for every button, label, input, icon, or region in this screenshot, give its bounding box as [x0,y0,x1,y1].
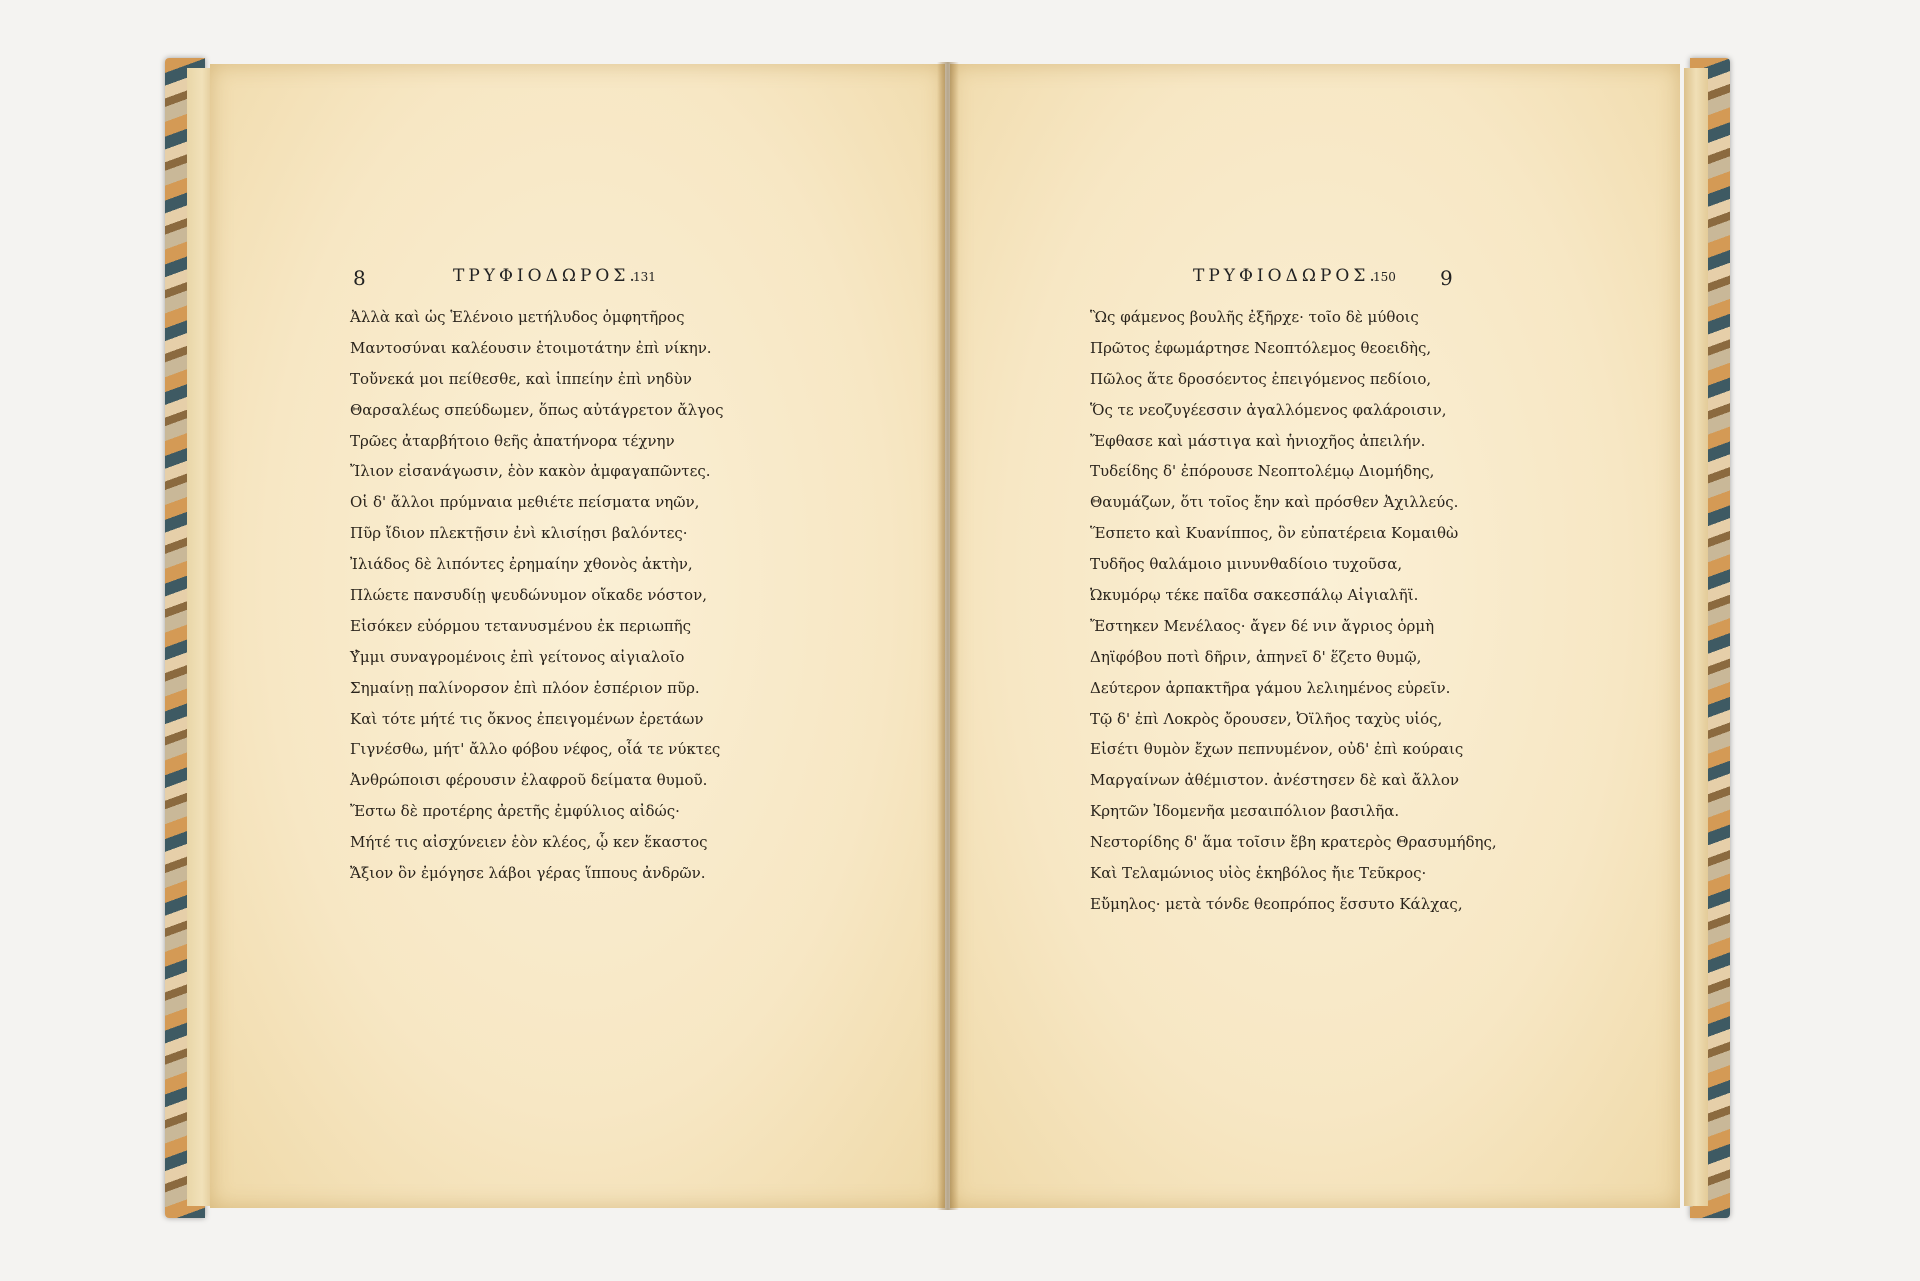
verse-line: Ὣς φάμενος βουλῆς ἐξῆρχε· τοῖο δὲ μύθοις [1090,308,1419,326]
verse-line: Ὅς τε νεοζυγέεσσιν ἀγαλλόμενος φαλάροισιν, [1090,400,1447,419]
verse-line: Ἀλλὰ καὶ ὡς Ἑλένοιο μετήλυδος ὀμφητῆρος [350,308,685,326]
verse-line: Τρῶες ἀταρβήτοιο θεῆς ἀπατήνορα τέχνην [350,431,675,450]
verse-line: Γιγνέσθω, μήτ' ἄλλο φόβου νέφος, οἷά τε νύκτες [350,740,721,759]
verse-line: Ἔστω δὲ προτέρης ἀρετῆς ἐμφύλιος αἰδώς· [350,802,680,821]
verse-line: Δεύτερον ἁρπακτῆρα γάμου λελιημένος εὑρεῖν. [1090,678,1451,697]
verse-line: Ἔστηκεν Μενέλαος· ἄγεν δέ νιν ἄγριος ὁρμὴ [1090,616,1435,635]
verse-line: Θαυμάζων, ὅτι τοῖος ἔην καὶ πρόσθεν Ἀχιλλεύς. [1090,493,1459,512]
verse-line: Ἕσπετο καὶ Κυανίππος, ὃν εὐπατέρεια Κομαιθὼ [1090,524,1459,543]
verse-line: Εἰσέτι θυμὸν ἔχων πεπνυμένον, οὐδ' ἐπὶ κούραις [1090,740,1464,759]
verse-line: Νεστορίδης δ' ἅμα τοῖσιν ἔβη κρατερὸς Θρασυμήδης, [1090,833,1497,852]
verse-line: Ἀνθρώποισι φέρουσιν ἐλαφροῦ δείματα θυμοῦ. [350,771,708,790]
page-number: 8 [353,266,366,290]
verse-line: Τυδείδης δ' ἐπόρουσε Νεοπτολέμῳ Διομήδης, [1090,462,1435,481]
verse-line: Ὠκυμόρῳ τέκε παῖδα σακεσπάλῳ Αἰγιαλῆϊ. [1090,586,1419,605]
verse-line: Καὶ Τελαμώνιος υἱὸς ἑκηβόλος ἤιε Τεῦκρος· [1090,864,1427,883]
verse-line: Τῷ δ' ἐπὶ Λοκρὸς ὄρουσεν, Ὀϊλῆος ταχὺς υἱός, [1090,709,1443,728]
verse-line: Μήτέ τις αἰσχύνειεν ἑὸν κλέος, ᾧ κεν ἕκαστος [350,833,708,852]
verse-line: Ἔφθασε καὶ μάστιγα καὶ ἡνιοχῆος ἀπειλήν. [1090,431,1426,450]
right-page-header [950,266,1680,296]
left-page [210,64,945,1208]
verse-list [1090,302,1497,920]
verse-line: Μαργαίνων ἀθέμιστον. ἀνέστησεν δὲ καὶ ἄλλον [1090,771,1460,790]
open-book [165,58,1730,1218]
line-number: 131 [633,270,656,284]
verse-line: Οἱ δ' ἄλλοι πρύμναια μεθιέτε πείσματα νηῶν, [350,493,700,512]
verse-line: Κρητῶν Ἰδομενῆα μεσαιπόλιον βασιλῆα. [1090,802,1400,821]
verse-line: Πῶλος ἅτε δροσόεντος ἐπειγόμενος πεδίοιο, [1090,369,1432,388]
running-title: ΤΡΥΦΙΟΔΩΡΟΣ. [453,266,639,286]
right-page [950,64,1680,1208]
verse-line: Ἄξιον ὃν ἐμόγησε λάβοι γέρας ἵππους ἀνδρῶν. [350,864,706,883]
verse-line: Δηϊφόβου ποτὶ δῆριν, ἀπηνεῖ δ' ἕζετο θυμῷ, [1090,647,1422,666]
verse-line: Καὶ τότε μήτέ τις ὄκνος ἐπειγομένων ἐρετάων [350,709,704,728]
verse-line: Σημαίνῃ παλίνορσον ἐπὶ πλόον ἑσπέριον πῦρ. [350,678,700,697]
verse-line: Ἰλιάδος δὲ λιπόντες ἐρημαίην χθονὸς ἀκτὴν, [350,555,693,574]
verse-line: Εἰσόκεν εὐόρμου τετανυσμένου ἐκ περιωπῆς [350,616,692,635]
page-number: 9 [1440,266,1453,290]
verse-line: Ἴλιον εἰσανάγωσιν, ἑὸν κακὸν ἀμφαγαπῶντες. [350,462,711,481]
verse-line: Θαρσαλέως σπεύδωμεν, ὅπως αὐτάγρετον ἄλγος [350,400,724,419]
verse-line: Τυδῆος θαλάμοιο μινυνθαδίοιο τυχοῦσα, [1090,555,1403,574]
left-page-header [210,266,945,296]
line-number: 150 [1373,270,1396,284]
book-gutter [937,62,959,1210]
verse-line: Πλώετε πανσυδίῃ ψευδώνυμον οἴκαδε νόστον, [350,586,707,605]
verse-list [350,302,723,889]
verse-line: Μαντοσύναι καλέουσιν ἑτοιμοτάτην ἐπὶ νίκην. [350,338,712,357]
running-title: ΤΡΥΦΙΟΔΩΡΟΣ. [1193,266,1379,286]
verse-line: Εὔμηλος· μετὰ τόνδε θεοπρόπος ἕσσυτο Κάλχας, [1090,894,1463,913]
verse-line: Υ̓́μμι συναγρομένοις ἐπὶ γείτονος αἰγιαλοῖο [350,647,685,666]
page-edges-right [1684,68,1708,1206]
verse-line: Τοὔνεκά μοι πείθεσθε, καὶ ἱππείην ἐπὶ νηδὺν [350,369,692,388]
verse-line: Πρῶτος ἐφωμάρτησε Νεοπτόλεμος θεοειδὴς, [1090,338,1432,357]
verse-line: Πῦρ ἴδιον πλεκτῇσιν ἐνὶ κλισίῃσι βαλόντες· [350,524,688,543]
